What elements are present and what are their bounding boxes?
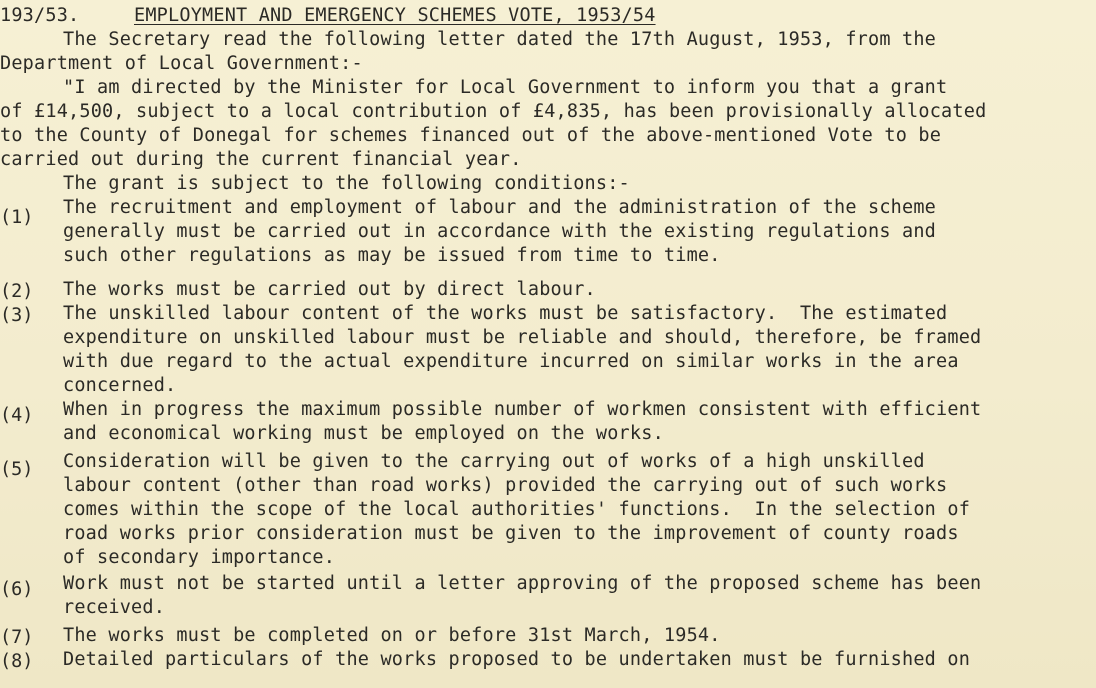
condition-number: (2): [0, 281, 34, 302]
condition-number: (3): [0, 305, 34, 326]
minute-title: EMPLOYMENT AND EMERGENCY SCHEMES VOTE, 1953/54: [134, 5, 656, 26]
condition-number: (4): [0, 405, 34, 426]
condition-number: (7): [0, 627, 34, 648]
condition-line: received.: [63, 597, 166, 618]
condition-line: When in progress the maximum possible number of workmen consistent with efficient: [63, 399, 982, 420]
condition-number: (6): [0, 579, 34, 600]
condition-number: (1): [0, 207, 34, 228]
condition-line: concerned.: [63, 375, 177, 396]
condition-number: (8): [0, 651, 34, 672]
condition-line: generally must be carried out in accordance with the existing regulations and: [63, 221, 937, 242]
condition-line: and economical working must be employed on the works.: [63, 423, 664, 444]
letter-line: "I am directed by the Minister for Local Government to inform you that a grant: [63, 77, 948, 98]
condition-line: The recruitment and employment of labour and the administration of the scheme: [63, 197, 937, 218]
condition-line: The unskilled labour content of the works must be satisfactory. The estimated: [63, 303, 948, 324]
condition-line: of secondary importance.: [63, 547, 336, 568]
intro-line: The Secretary read the following letter dated the 17th August, 1953, from the: [63, 29, 937, 50]
intro-line: Department of Local Government:-: [0, 53, 363, 74]
condition-line: The works must be carried out by direct labour.: [63, 279, 596, 300]
condition-line: Consideration will be given to the carrying out of works of a high unskilled: [63, 451, 925, 472]
letter-line: to the County of Donegal for schemes financed out of the above-mentioned Vote to be: [0, 125, 942, 146]
letter-line: carried out during the current financial year.: [0, 149, 522, 170]
condition-line: Detailed particulars of the works proposed to be undertaken must be furnished on: [63, 649, 971, 670]
condition-line: The works must be completed on or before 31st March, 1954.: [63, 625, 721, 646]
minute-number: 193/53.: [0, 5, 80, 26]
condition-line: such other regulations as may be issued from time to time.: [63, 245, 721, 266]
letter-line: of £14,500, subject to a local contribution of £4,835, has been provisionally allocated: [0, 101, 987, 122]
letter-line: The grant is subject to the following conditions:-: [63, 173, 630, 194]
condition-line: road works prior consideration must be given to the improvement of county roads: [63, 523, 959, 544]
condition-line: with due regard to the actual expenditure incurred on similar works in the area: [63, 351, 959, 372]
condition-number: (5): [0, 459, 34, 480]
condition-line: expenditure on unskilled labour must be reliable and should, therefore, be framed: [63, 327, 982, 348]
condition-line: Work must not be started until a letter approving of the proposed scheme has been: [63, 573, 982, 594]
condition-line: labour content (other than road works) provided the carrying out of such works: [63, 475, 948, 496]
condition-line: comes within the scope of the local authorities' functions. In the selection of: [63, 499, 971, 520]
